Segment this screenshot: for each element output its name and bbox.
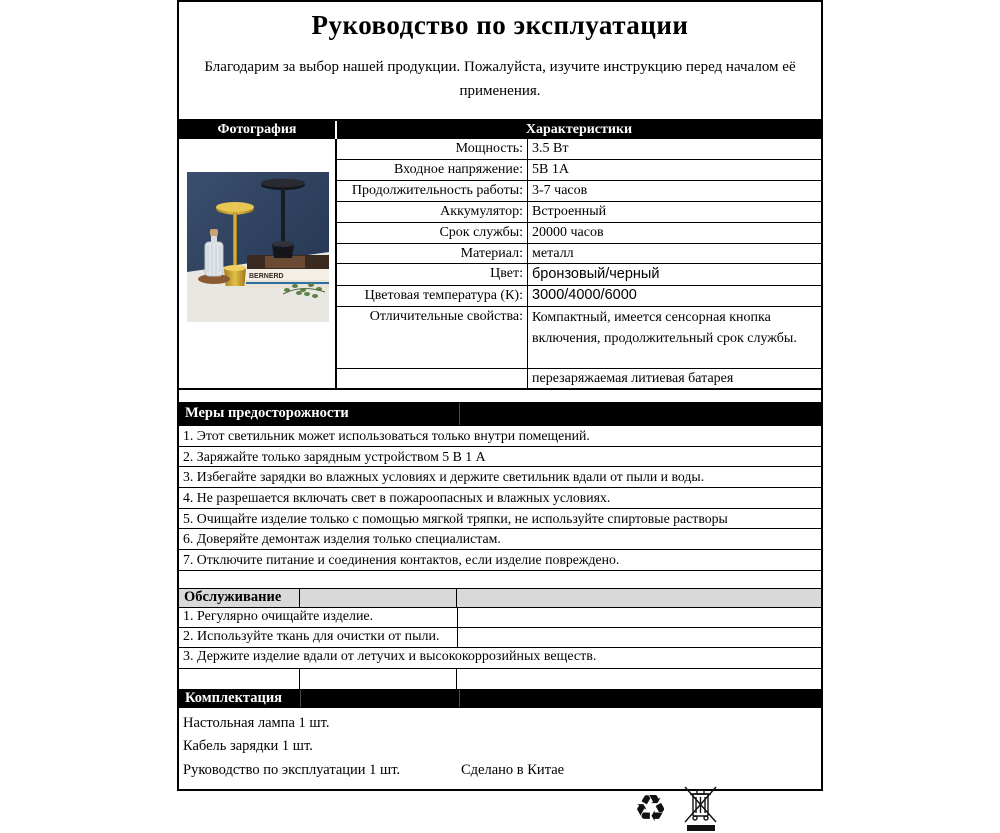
package-item: Руководство по эксплуатации 1 шт. xyxy=(183,761,401,778)
spec-label: Цвет: xyxy=(337,264,528,285)
recycle-icon: ♻ xyxy=(634,787,668,830)
empty-cell xyxy=(179,669,300,689)
spec-label: Цветовая температура (К): xyxy=(337,286,528,306)
spec-row xyxy=(337,369,821,388)
precautions-header xyxy=(179,402,821,426)
books xyxy=(244,255,329,288)
manual-document-frame xyxy=(177,0,823,791)
specs-table-header xyxy=(179,121,821,139)
intro-text: Благодарим за выбор нашей продукции. Пожалуйста, изучите инструкцию перед началом её применения. xyxy=(204,59,796,99)
spec-value: бронзовый/черный xyxy=(532,266,660,283)
spec-label: Мощность: xyxy=(337,139,528,159)
title-block xyxy=(179,2,821,121)
book-spine-text: BERNERD xyxy=(249,273,284,280)
header-cell-divider xyxy=(459,403,460,425)
package-contents xyxy=(179,708,821,786)
spec-row xyxy=(337,223,821,244)
section-spacer xyxy=(179,669,821,689)
precaution-item: 2. Заряжайте только зарядным устройством 5 В 1 А xyxy=(179,447,821,468)
precaution-item: 7. Отключите питание и соединения контактов, если изделие повреждено. xyxy=(179,550,821,571)
empty-cell xyxy=(300,669,457,689)
specs-rows xyxy=(337,139,821,388)
product-photo xyxy=(187,172,329,322)
specs-column-header: Характеристики xyxy=(525,122,633,137)
spec-row xyxy=(337,307,821,369)
header-cell-divider xyxy=(300,690,301,707)
empty-cell xyxy=(457,669,821,689)
spec-row xyxy=(337,181,821,202)
spec-label: Продолжительность работы: xyxy=(337,181,528,201)
spec-value: 5В 1А xyxy=(532,161,569,177)
maintenance-item xyxy=(179,608,821,628)
maintenance-header-label: Обслуживание xyxy=(179,589,300,607)
spec-label xyxy=(337,369,528,388)
section-spacer xyxy=(179,390,821,402)
spec-row xyxy=(337,286,821,307)
spec-value: 3000/4000/6000 xyxy=(532,287,637,304)
spec-label: Аккумулятор: xyxy=(337,202,528,222)
spec-label: Срок службы: xyxy=(337,223,528,243)
spec-value: перезаряжаемая литиевая батарея xyxy=(532,370,734,386)
spec-row xyxy=(337,139,821,160)
spec-row xyxy=(337,202,821,223)
maintenance-header xyxy=(179,588,821,608)
specs-table xyxy=(179,139,821,390)
maintenance-item xyxy=(179,648,821,668)
spec-row xyxy=(337,160,821,181)
package-item: Кабель зарядки 1 шт. xyxy=(183,738,313,755)
package-item: Настольная лампа 1 шт. xyxy=(183,714,330,731)
precaution-item: 1. Этот светильник может использоваться только внутри помещений. xyxy=(179,426,821,447)
spec-row xyxy=(337,264,821,286)
header-cell-divider xyxy=(459,690,460,707)
weee-bar xyxy=(687,825,715,831)
precaution-item: 5. Очищайте изделие только с помощью мягкой тряпки, не используйте спиртовые растворы xyxy=(179,509,821,530)
precautions-header-label: Меры предосторожности xyxy=(185,405,349,421)
spec-value: Встроенный xyxy=(532,203,607,219)
made-in-label: Сделано в Китае xyxy=(461,761,565,778)
section-spacer xyxy=(179,571,821,588)
spec-value: 3-7 часов xyxy=(532,182,588,198)
package-header-label: Комплектация xyxy=(185,689,283,706)
spec-value: Компактный, имеется сенсорная кнопка включения, продолжительный срок службы. xyxy=(532,310,797,346)
maintenance-item-text: 1. Регулярно очищайте изделие. xyxy=(179,608,458,627)
precaution-item: 4. Не разрешается включать свет в пожароопасных и влажных условиях. xyxy=(179,488,821,509)
weee-bin-icon xyxy=(683,785,719,833)
header-empty-cell xyxy=(457,589,821,607)
spec-row xyxy=(337,244,821,265)
maintenance-item xyxy=(179,628,821,648)
footer-icons xyxy=(0,783,1000,833)
spec-value: металл xyxy=(532,245,574,261)
package-header xyxy=(179,689,821,708)
spec-value: 20000 часов xyxy=(532,224,604,240)
precaution-item: 6. Доверяйте демонтаж изделия только специалистам. xyxy=(179,529,821,550)
maintenance-item-text: 3. Держите изделие вдали от летучих и высококоррозийных веществ. xyxy=(183,649,597,665)
product-photo-cell xyxy=(179,139,337,388)
spec-value: 3.5 Вт xyxy=(532,141,569,156)
photo-column-header: Фотография xyxy=(179,121,337,139)
precaution-item: 3. Избегайте зарядки во влажных условиях и держите светильник вдали от пыли и воды. xyxy=(179,467,821,488)
header-empty-cell xyxy=(300,589,457,607)
spec-label: Входное напряжение: xyxy=(337,160,528,180)
empty-cell xyxy=(458,608,822,627)
empty-cell xyxy=(458,628,822,647)
spec-label: Материал: xyxy=(337,244,528,264)
spec-label: Отличительные свойства: xyxy=(337,307,528,368)
page-title: Руководство по эксплуатации xyxy=(311,10,689,40)
maintenance-item-text: 2. Используйте ткань для очистки от пыли. xyxy=(179,628,458,647)
